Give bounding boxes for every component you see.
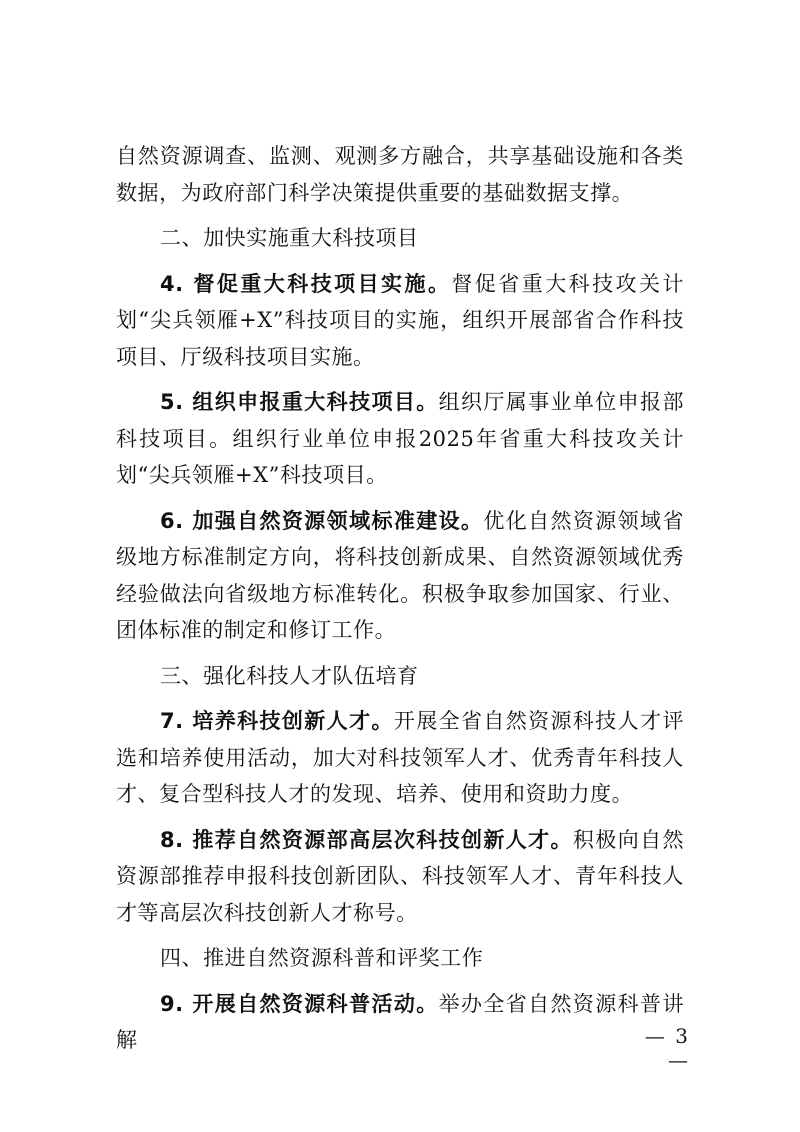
item-6-lead: 6. 加强自然资源领域标准建设。	[160, 508, 484, 533]
item-8-body: 积极向自然资源部推荐申报科技创新团队、科技领军人才、青年科技人才等高层次科技创新人才称号。	[116, 827, 685, 925]
paragraph-item-6	[116, 503, 684, 649]
page-number: — 3 —	[644, 1024, 690, 1072]
section-heading-4: 四、推进自然资源科普和评奖工作	[160, 946, 484, 970]
item-5-body: 组织厅属事业单位申报部科技项目。组织行业单位申报2025年省重大科技攻关计划“尖兵领雁+X”科技项目。	[116, 390, 684, 487]
section-heading-3: 三、强化科技人才队伍培育	[160, 663, 419, 688]
item-8-lead: 8. 推荐自然资源部高层次科技创新人才。	[160, 827, 573, 852]
item-7-lead: 7. 培养科技创新人才。	[160, 709, 394, 733]
paragraph-item-4	[116, 266, 684, 376]
paragraph-continuation: 自然资源调查、监测、观测多方融合，共享基础设施和各类数据，为政府部门科学决策提供重要的基础数据支撑。	[116, 144, 684, 205]
paragraph-item-8	[116, 822, 684, 932]
section-heading-2: 二、加快实施重大科技项目	[160, 226, 419, 250]
item-6-body: 优化自然资源领域省级地方标准制定方向，将科技创新成果、自然资源领域优秀经验做法向省级地方标准转化。积极争取参加国家、行业、团体标准的制定和修订工作。	[116, 508, 684, 642]
item-5-lead: 5. 组织申报重大科技项目。	[160, 390, 439, 414]
paragraph-item-9	[116, 986, 684, 1059]
item-9-body: 举办全省自然资源科普讲解	[116, 991, 684, 1052]
item-4-lead: 4. 督促重大科技项目实施。	[160, 271, 452, 296]
item-4-body: 督促省重大科技攻关计划“尖兵领雁+X”科技项目的实施，组织开展部省合作科技项目、厅级科技项目实施。	[116, 271, 685, 369]
paragraph-item-5	[116, 384, 684, 494]
item-7-body: 开展全省自然资源科技人才评选和培养使用活动，加大对科技领军人才、优秀青年科技人才、复合型科技人才的发现、培养、使用和资助力度。	[116, 709, 684, 806]
document-body	[116, 138, 684, 1059]
item-9-lead: 9. 开展自然资源科普活动。	[160, 991, 439, 1016]
paragraph-item-7	[116, 703, 684, 813]
